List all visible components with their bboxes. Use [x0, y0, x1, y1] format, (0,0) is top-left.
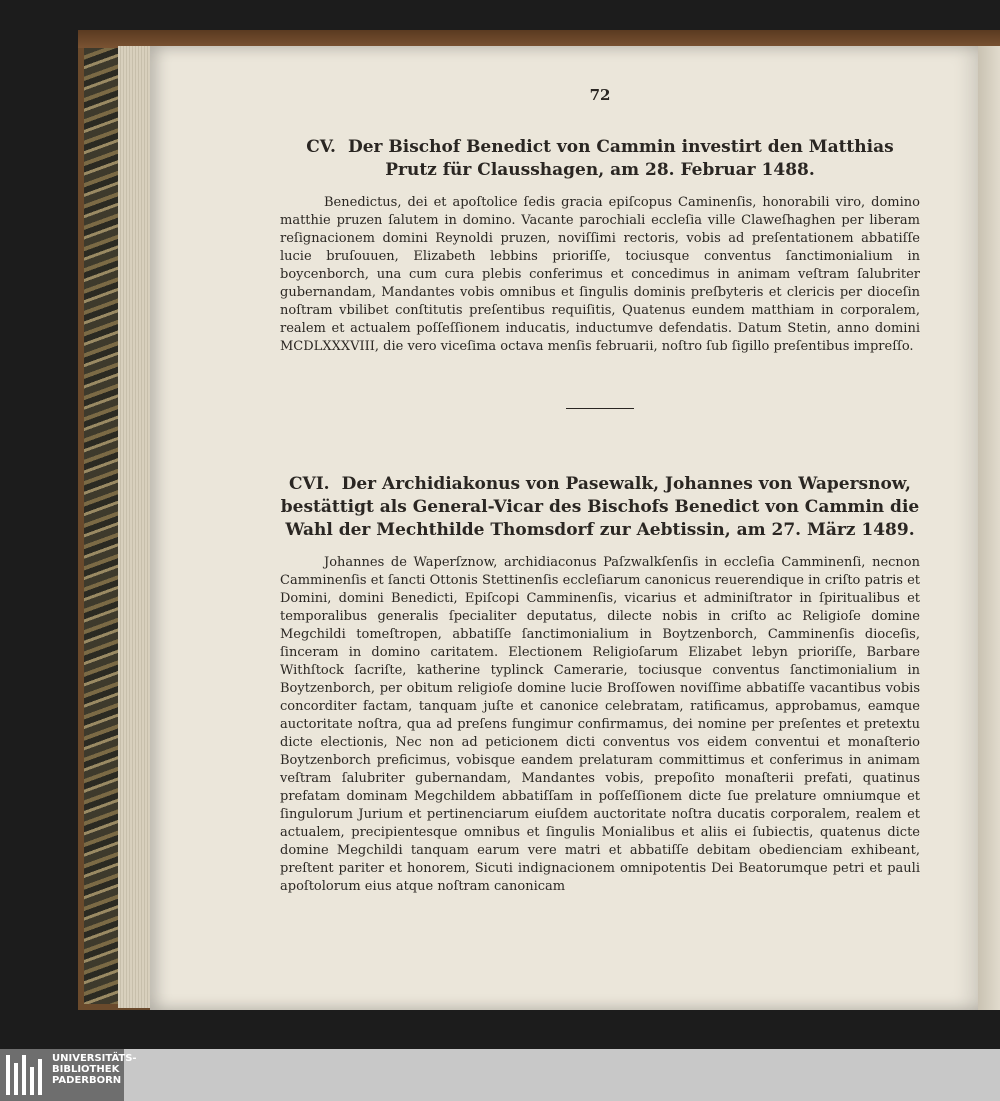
page-number: 72 [589, 86, 611, 104]
library-bars-icon [6, 1055, 46, 1095]
section-title: Der Bischof Benedict von Cammin investirt den Matthias Prutz für Clausshagen, am 28. Februar 1488. [347, 137, 894, 180]
section-divider [566, 408, 634, 409]
section-body-cv [280, 194, 920, 356]
viewer-footer-bar [0, 1049, 1000, 1101]
section-heading-cv [280, 136, 920, 182]
marbled-endpaper [84, 48, 118, 1004]
library-logo-text: UNIVERSITÄTS- BIBLIOTHEK PADERBORN [52, 1053, 137, 1086]
facing-page-edge [978, 46, 1000, 1010]
page-content [280, 86, 920, 896]
section-title: Der Archidiakonus von Pasewalk, Johannes von Wapersnow, bestättigt als General-Vicar des Bischofs Benedict von Cammin die Wahl der Mechthilde Thomsdorf zur Aebtissin, am 27. März 1489. [280, 474, 920, 540]
section-number: CVI. [289, 474, 330, 494]
section-body-cvi [280, 554, 920, 896]
section-number: CV. [306, 137, 336, 157]
library-logo[interactable] [0, 1049, 137, 1101]
section-text: Johannes de Waperſznow, archidiaconus Paſzwalkſenſis in eccleſia Camminenſi, necnon Camminenſis et ſancti Ottonis Stettinenſis eccleſiarum canonicus reuerendique in criſto patris et Domini, domini Benedicti, Epiſcopi Camminenſis, vicarius et adminiſtrator in ſpiritualibus et temporalibus generalis ſpecialiter deputatus, dilecte nobis in criſto ac Religioſe domine Megchildi tomeſtropen, abbatiſſe ſanctimonialium in Boytzenborch, Camminenſis dioceſis, ſinceram in domino caritatem. Electionem Religioſarum Elizabet lebyn prioriſſe, Barbare Withſtock ſacriſte, katherine typlinck Camerarie, tociusque conventus ſanctimonialium in Boytzenborch, per obitum religioſe domine lucie Broſſowen noviſſime abbatiſſe vacantibus vobis concorditer factam, tanquam juſte et canonice celebratam, ratificamus, approbamus, eamque auctoritate noſtra, qua ad preſens fungimur confirmamus, dei nomine per preſentes et pretextu dicte electionis, Nec non ad peticionem dicti conventus vos eidem conventui et monaſterio Boytzenborch preficimus, vobisque eandem prelaturam committimus et conferimus in animam veſtram ſalubriter gubernandam, Mandantes vobis, prepoſito monaſterii prefati, quatinus prefatam dominam Megchildem abbatiſſam in poſſeſſionem dicte ſue prelature omniumque et ſingulorum Jurium et pertinenciarum eiuſdem auctoritate noſtra ducatis corporalem, realem et actualem, precipientesque omnibus et ſingulis Monialibus et aliis ei ſubiectis, quatenus dicte domine Megchildi tanquam earum vere matri et abbatiſſe debitam obedienciam exhibeant, preſtent pariter et honorem, Sicuti indignacionem omnipotentis Dei Beatorumque petri et pauli apoſtolorum eius atque noſtram canonicam [280, 555, 920, 894]
section-heading-cvi [280, 473, 920, 542]
section-text: Benedictus, dei et apoſtolice ſedis gracia epiſcopus Caminenſis, honorabili viro, domino matthie pruzen ſalutem in domino. Vacante parochiali eccleſia ville Claweſhaghen per liberam reſignacionem domini Reynoldi pruzen, noviſſimi rectoris, vobis ad preſentationem abbatiſſe lucie bruſouuen, Elizabeth lebbins prioriſſe, tociusque conventus ſanctimonialium in boycenborch, una cum cura plebis conferimus et concedimus in animam veſtram ſalubriter gubernandam, Mandantes vobis omnibus et ſingulis dominis preſbyteris et clericis per dioceſin noſtram vbilibet conſtitutis preſentibus requiſitis, Quatenus eundem matthiam in corporalem, realem et actualem poſſeſſionem inducatis, inductumve defendatis. Datum Stetin, anno domini MCDLXXXVIII, die vero viceſima octava menſis februarii, noſtro ſub ſigillo preſentibus impreſſo. [280, 195, 920, 354]
